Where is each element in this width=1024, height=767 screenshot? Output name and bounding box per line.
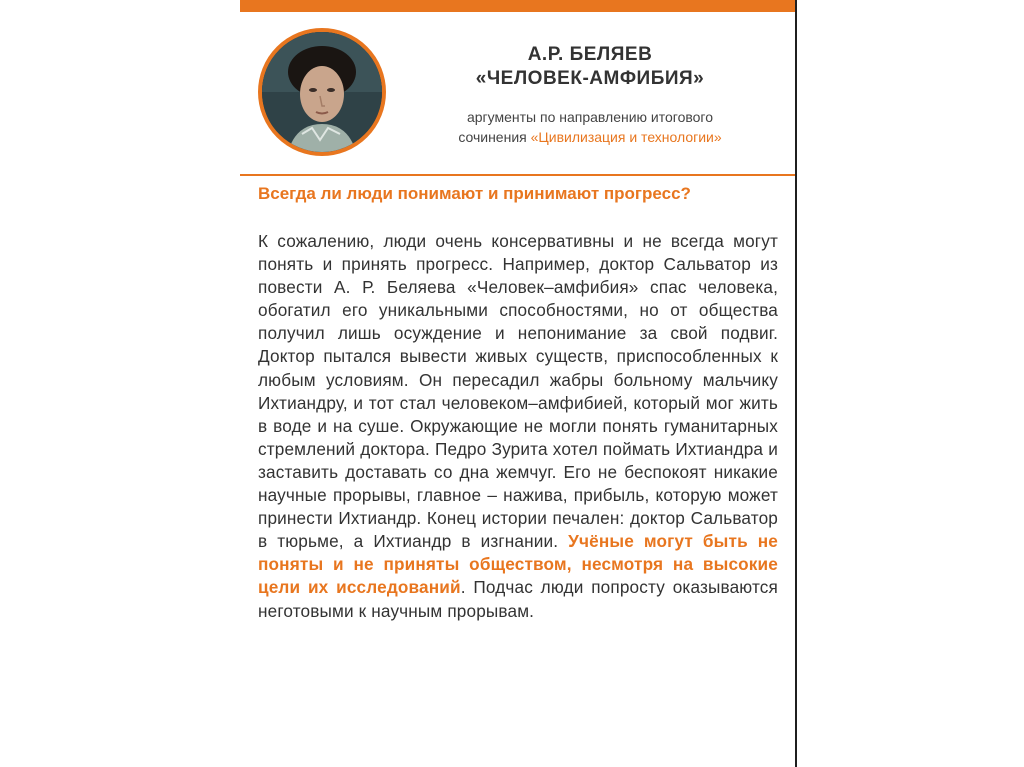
- paragraph-main-text: К сожалению, люди очень консервативны и не всегда могут понять и принять прогресс. Например, доктор Сальватор из повести А. Р. Беляева «Человек–амфибия» спас человека, обогатил его уникальными способностями, но от общества получил лишь осуждение и непонимание за свой подвиг. Доктор пытался вывести живых существ, приспособленных к любым условиям. Он пересадил жабры больному мальчику Ихтиандру, и тот стал человеком–амфибией, который мог жить в воде и на суше. Окружающие не могли понять гуманитарных стремлений доктора. Педро Зурита хотел поймать Ихтиандра и заставить доставать со дна жемчуг. Его не беспокоят никакие научные прорывы, главное – нажива, прибыль, которую может принести Ихтиандр. Конец истории печален: доктор Сальватор в тюрьме, а Ихтиандр в изгнании.: [258, 231, 778, 552]
- subtitle-topic: «Цивилизация и технологии»: [530, 129, 722, 145]
- author-name: А.Р. БЕЛЯЕВ: [527, 44, 653, 65]
- question-heading: Всегда ли люди понимают и принимают прогресс?: [258, 184, 691, 203]
- portrait-image: [258, 28, 386, 156]
- document-page: [240, 0, 796, 767]
- argument-paragraph: [258, 230, 778, 623]
- book-title: «ЧЕЛОВЕК-АМФИБИЯ»: [475, 68, 705, 89]
- portrait-illustration: [262, 32, 382, 152]
- paragraph-ending: . Подчас люди попросту оказываются неготовыми к научным прорывам.: [258, 577, 778, 621]
- header-divider: [240, 174, 796, 176]
- page-right-border: [795, 0, 797, 767]
- top-accent-bar: [240, 0, 796, 12]
- subtitle-line-2: [400, 128, 780, 146]
- subtitle-prefix: сочинения: [458, 129, 531, 145]
- paragraph-highlight: Учёные могут быть не поняты и не приняты обществом, несмотря на высокие цели их исследований: [258, 531, 778, 598]
- subtitle-line-1: аргументы по направлению итогового: [466, 109, 714, 125]
